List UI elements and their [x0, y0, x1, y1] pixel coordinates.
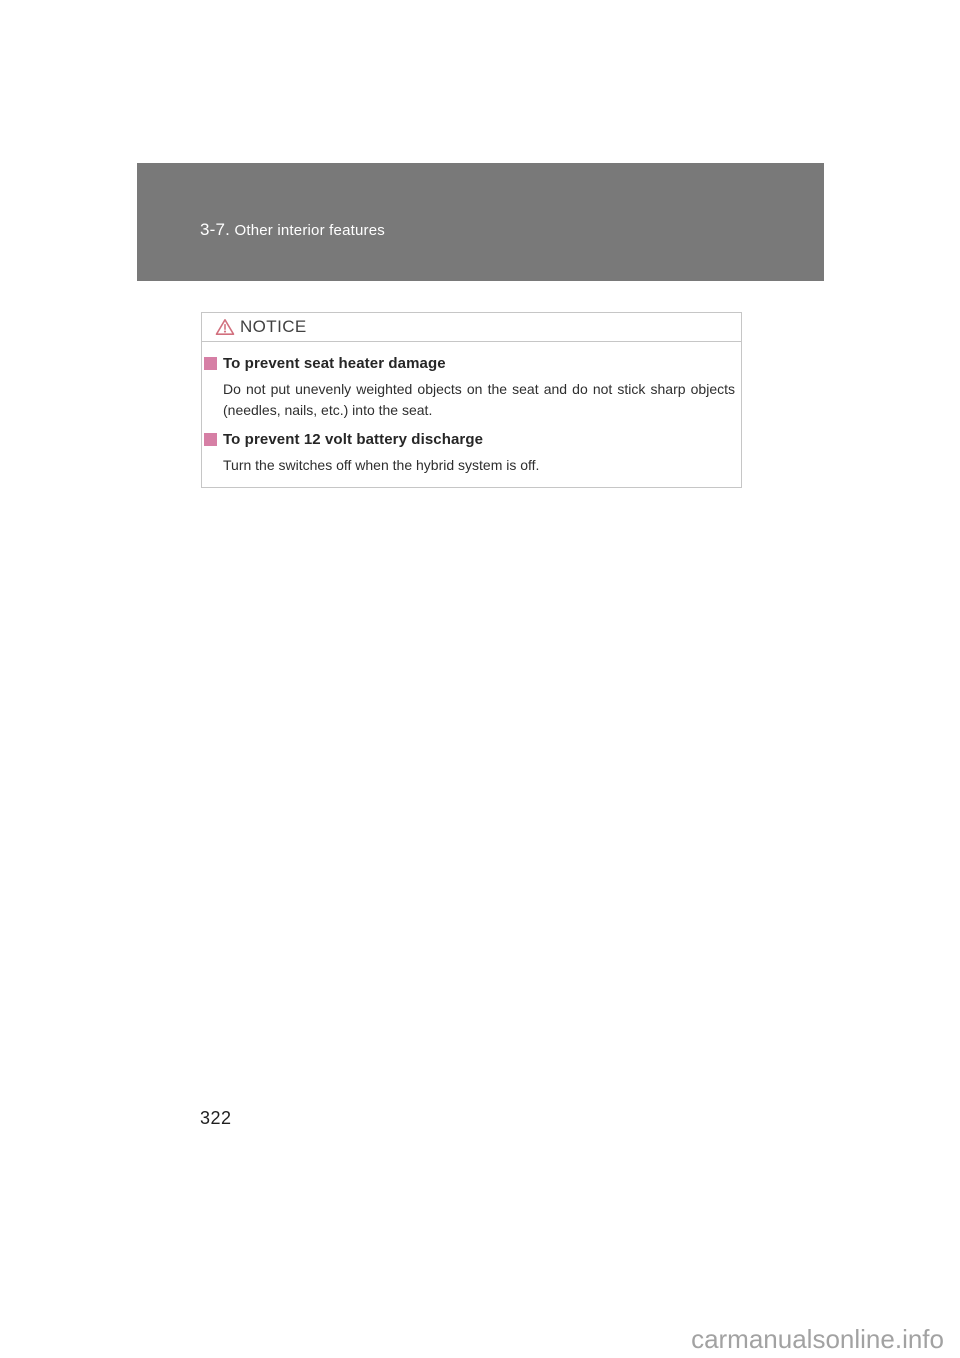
section-header-banner: [137, 163, 824, 281]
section-header-text: [200, 220, 385, 240]
notice-item-body-text: Do not put unevenly weighted objects on the seat and do not stick sharp objects (needles, nails, etc.) into the seat.: [223, 381, 735, 418]
notice-header: [202, 313, 741, 342]
square-bullet-icon: [204, 357, 217, 370]
notice-item-heading-text: To prevent 12 volt battery discharge: [223, 431, 484, 448]
page-number: 322: [200, 1108, 232, 1128]
notice-item-heading: [204, 355, 735, 372]
notice-item-heading: [204, 431, 735, 448]
notice-item: [204, 431, 735, 476]
notice-body: [202, 342, 741, 476]
section-number: 3-7.: [200, 220, 231, 239]
notice-title: NOTICE: [240, 317, 307, 336]
notice-item-body-text: Turn the switches off when the hybrid system is off.: [223, 457, 540, 473]
warning-triangle-icon: [215, 318, 235, 336]
square-bullet-icon: [204, 433, 217, 446]
watermark-text: carmanualsonline.info: [691, 1324, 944, 1354]
section-title: Other interior features: [230, 222, 385, 239]
notice-item-heading-text: To prevent seat heater damage: [223, 355, 446, 372]
notice-box: [201, 312, 742, 488]
notice-item: [204, 355, 735, 421]
